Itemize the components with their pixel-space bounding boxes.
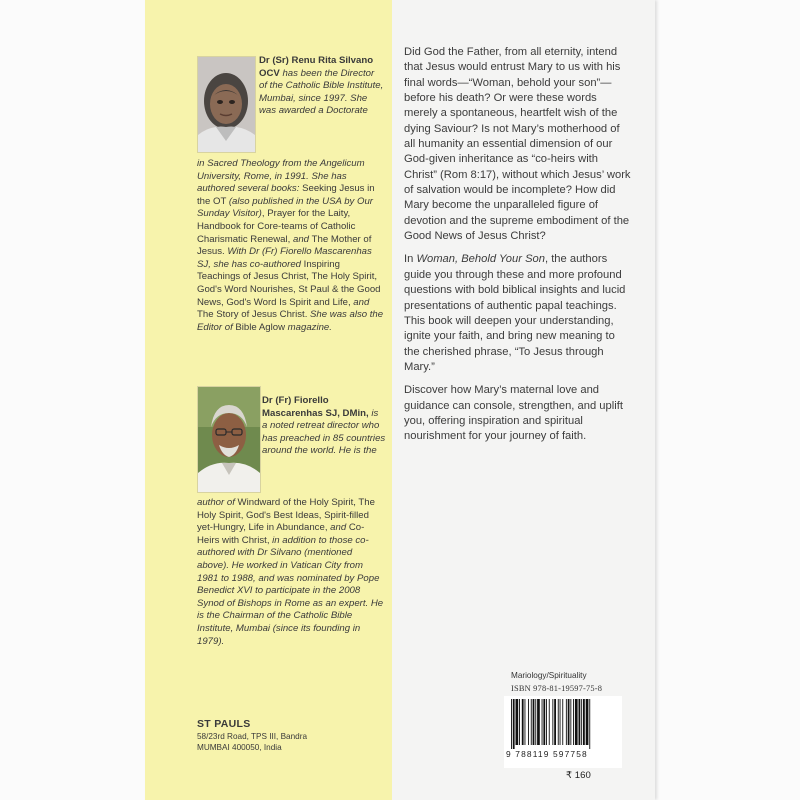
- bio-text-run: She was also the Editor of: [197, 309, 384, 333]
- bio-text-run: Windward of the Holy Spirit, The Holy Spirit, God's Best Ideas, Spirit-filled yet-Hungry, Life in Abundance,: [197, 497, 375, 534]
- publisher-block: [197, 719, 377, 753]
- book-blurb: [404, 45, 632, 453]
- publisher-address-line-1: 58/23rd Road, TPS III, Bandra: [197, 732, 307, 741]
- bio-text-run: and: [353, 296, 370, 308]
- bio-text-run: author of: [197, 497, 238, 508]
- blurb-p2-lead: In: [404, 253, 417, 266]
- bio-text-run: and: [330, 522, 349, 534]
- bio-text-run: and: [292, 233, 312, 245]
- bio-text-run: in Sacred Theology from the Angelicum University, Rome, in 1991. She has authored several books:: [197, 158, 365, 195]
- bio-text-run: With Dr (Fr) Fiorello Mascarenhas SJ, she has co-authored: [197, 246, 372, 270]
- bio-text-run: Seeking Jesus in the OT: [197, 183, 375, 207]
- bio-text-run: The Story of Jesus Christ.: [197, 309, 311, 321]
- bio-text-run: in addition to those co-authored with Dr Silvano (mentioned above). He worked in Vatican City from 1981 to 1988, and was nominated by Pope Benedict XVI to participate in the 2008 Synod of Bishops in Rome as an expert. He is the Chairman of the Catholic Bible Institute, Mumbai (since its founding in 1979).: [197, 534, 384, 647]
- publisher-address-line-2: MUMBAI 400050, India: [197, 743, 282, 752]
- blurb-paragraph-1: Did God the Father, from all eternity, intend that Jesus would entrust Mary to us with his final words—“Woman, behold your son”—before his death? Or were these words merely a spontaneous, heartfelt wish of the dying Saviour? Is not Mary’s motherhood of all humanity an essential dimension of our God-given inheritance as “co-heirs with Christ” (Rom 8:17), without which Jesus’ work of salvation would be incomplete? How did Mary become the unparalleled figure of devotion and the supreme embodiment of the Good News of Jesus Christ?: [404, 46, 631, 243]
- price-label: ₹ 160: [566, 770, 591, 781]
- blurb-paragraph-3: Discover how Mary’s maternal love and guidance can console, strengthen, and uplift you, offering inspiration and spiritual nourishment for your journey of faith.: [404, 384, 623, 443]
- bio-text-run: Dr (Fr) Fiorello Mascarenhas SJ, DMin,: [262, 395, 372, 419]
- bio-text-run: is a noted retreat director who has preached in 85 countries around the world. He is the: [262, 407, 386, 457]
- bio-text-run: The Mother of Jesus.: [197, 233, 372, 258]
- barcode-bars: [511, 699, 615, 749]
- category-label: Mariology/Spirituality: [511, 671, 587, 680]
- bio-text-run: , Prayer for the Laity, Handbook for Core-teams of Catholic Charismatic Renewal,: [197, 208, 356, 245]
- isbn-label: ISBN 978-81-19597-75-8: [511, 684, 603, 693]
- author-photo-mascarenhas: [197, 386, 261, 493]
- barcode-digits: 9 788119 597758: [506, 749, 588, 759]
- bio-text-run: magazine.: [287, 321, 332, 333]
- bio-text-run: Inspiring Teachings of Jesus Christ, The Holy Spirit, God's Word Nourishes, St Paul & the Good News, God's Word Is Spirit and Life,: [197, 258, 381, 308]
- bio-text-run: Bible Aglow: [235, 321, 288, 333]
- bio-silvano-continued: [197, 158, 385, 334]
- bio-mascarenhas-top: [262, 395, 386, 458]
- bio-silvano-top: [259, 55, 384, 118]
- book-title-mention: Woman, Behold Your Son: [416, 253, 545, 266]
- bio-text-run: Co-Heirs with Christ,: [197, 522, 365, 546]
- blurb-p2-rest: , the authors guide you through these and more profound questions with bold biblical insights and lucid presentations of authentic papal teachings. This book will deepen your understanding, ignite your faith, and bring new meaning to the cherished phrase, “To Jesus through Mary.”: [404, 253, 626, 373]
- author-photo-silvano: [197, 56, 256, 153]
- bio-mascarenhas-continued: [197, 497, 385, 648]
- publisher-name: ST PAULS: [197, 718, 251, 730]
- bio-text-run: (also published in the USA by Our Sunday Visitor): [197, 195, 373, 220]
- bio-text-run: has been the Director of the Catholic Bible Institute, Mumbai, since 1997. She was awarded a Doctorate: [259, 67, 384, 117]
- blurb-paragraph-2: [404, 252, 632, 375]
- bio-text-run: Dr (Sr) Renu Rita Silvano OCV: [259, 55, 374, 79]
- isbn-barcode: [504, 696, 622, 768]
